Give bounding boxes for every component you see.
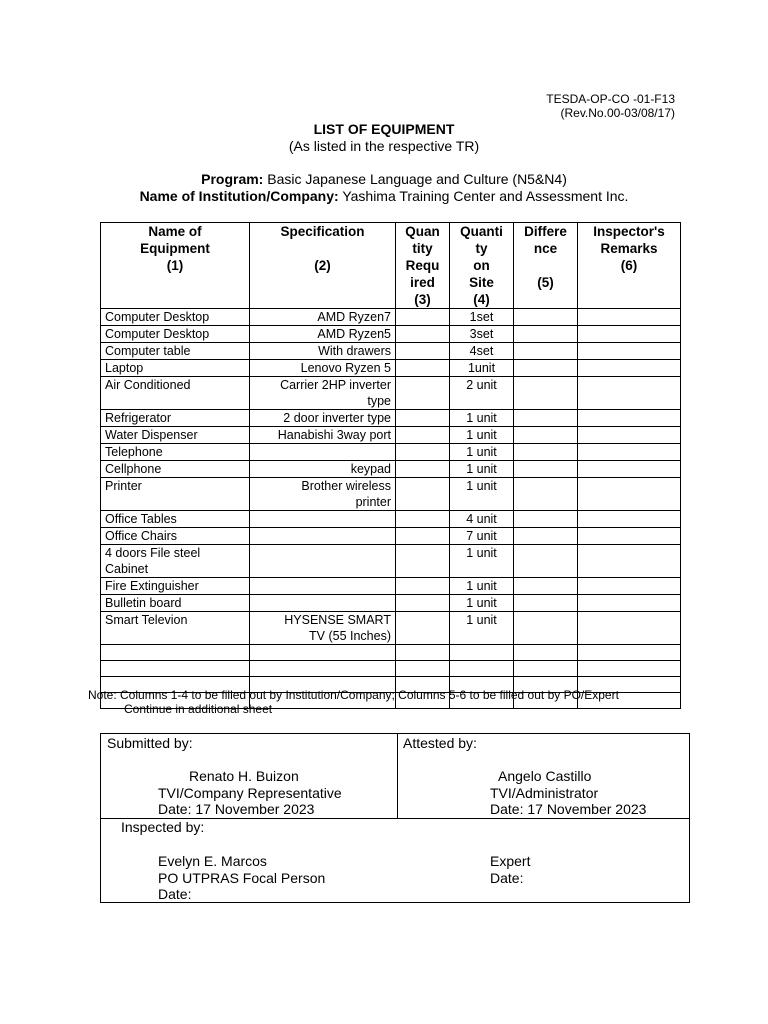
cell-line: Air Conditioned bbox=[105, 378, 191, 392]
cell-quantity-on-site: 1 unit bbox=[450, 461, 514, 478]
cell-line: Fire Extinguisher bbox=[105, 579, 199, 593]
cell-line: 4 doors File steel bbox=[105, 546, 201, 560]
revision-number: (Rev.No.00-03/08/17) bbox=[560, 106, 675, 120]
cell-line: HYSENSE SMART bbox=[284, 613, 391, 627]
cell-line: Hanabishi 3way port bbox=[277, 428, 391, 442]
submitted-role: TVI/Company Representative bbox=[158, 785, 342, 801]
cell-line: AMD Ryzen5 bbox=[317, 327, 391, 341]
cell-equipment-name bbox=[101, 377, 250, 410]
cell-line: Telephone bbox=[105, 445, 163, 459]
table-row bbox=[101, 377, 681, 410]
cell-difference bbox=[514, 410, 578, 427]
column-header-line: (2) bbox=[314, 258, 331, 273]
cell-line: Office Tables bbox=[105, 512, 177, 526]
column-header-line: on bbox=[473, 258, 490, 273]
column-header-line: ty bbox=[475, 241, 488, 256]
cell-inspector-remarks bbox=[578, 478, 681, 511]
cell-inspector-remarks bbox=[578, 444, 681, 461]
cell-difference bbox=[514, 360, 578, 377]
cell-quantity-on-site: 3set bbox=[450, 326, 514, 343]
cell-specification bbox=[250, 612, 396, 645]
table-row bbox=[101, 360, 681, 377]
cell-quantity-required bbox=[396, 612, 450, 645]
cell-quantity-required bbox=[396, 478, 450, 511]
cell-line: Computer Desktop bbox=[105, 310, 210, 324]
cell-specification bbox=[250, 360, 396, 377]
cell-inspector-remarks bbox=[578, 645, 681, 661]
column-header-difference bbox=[514, 223, 578, 309]
cell-line: Cabinet bbox=[105, 562, 149, 576]
column-header-line: Requ bbox=[405, 258, 440, 273]
cell-quantity-on-site: 4 unit bbox=[450, 511, 514, 528]
cell-line: type bbox=[367, 394, 391, 408]
cell-inspector-remarks bbox=[578, 343, 681, 360]
cell-line: printer bbox=[355, 495, 391, 509]
cell-quantity-required bbox=[396, 545, 450, 578]
cell-quantity-on-site: 1unit bbox=[450, 360, 514, 377]
equipment-table-body bbox=[101, 309, 681, 709]
equipment-table bbox=[100, 222, 681, 709]
cell-inspector-remarks bbox=[578, 461, 681, 478]
submitted-date: Date: 17 November 2023 bbox=[158, 801, 315, 817]
column-header-line: Inspector's bbox=[593, 224, 665, 239]
cell-equipment-name bbox=[101, 661, 250, 677]
column-header-line: (5) bbox=[537, 275, 554, 290]
cell-line: Computer table bbox=[105, 344, 191, 358]
cell-quantity-required bbox=[396, 309, 450, 326]
cell-difference bbox=[514, 461, 578, 478]
program-value: Basic Japanese Language and Culture (N5&N4) bbox=[263, 171, 567, 187]
signature-divider bbox=[397, 734, 398, 819]
cell-line: Refrigerator bbox=[105, 411, 171, 425]
cell-quantity-on-site: 2 unit bbox=[450, 377, 514, 410]
cell-equipment-name bbox=[101, 427, 250, 444]
attested-name: Angelo Castillo bbox=[498, 768, 592, 784]
cell-specification bbox=[250, 661, 396, 677]
cell-line: Laptop bbox=[105, 361, 144, 375]
cell-inspector-remarks bbox=[578, 578, 681, 595]
column-header-line: Quan bbox=[405, 224, 440, 239]
cell-inspector-remarks bbox=[578, 360, 681, 377]
cell-inspector-remarks bbox=[578, 377, 681, 410]
cell-quantity-on-site: 1 unit bbox=[450, 578, 514, 595]
cell-specification bbox=[250, 578, 396, 595]
cell-equipment-name bbox=[101, 410, 250, 427]
cell-quantity-on-site: 1 unit bbox=[450, 478, 514, 511]
cell-equipment-name bbox=[101, 309, 250, 326]
table-header-row bbox=[101, 223, 681, 309]
cell-line: Lenovo Ryzen 5 bbox=[300, 361, 391, 375]
institution-label: Name of Institution/Company: bbox=[139, 188, 339, 204]
column-header-line: Site bbox=[469, 275, 494, 290]
cell-inspector-remarks bbox=[578, 326, 681, 343]
cell-specification bbox=[250, 595, 396, 612]
cell-line: AMD Ryzen7 bbox=[317, 310, 391, 324]
cell-specification bbox=[250, 478, 396, 511]
cell-difference bbox=[514, 661, 578, 677]
cell-quantity-on-site: 1 unit bbox=[450, 545, 514, 578]
table-row bbox=[101, 444, 681, 461]
table-row bbox=[101, 478, 681, 511]
cell-quantity-on-site: 1 unit bbox=[450, 595, 514, 612]
cell-quantity-on-site: 1 unit bbox=[450, 444, 514, 461]
cell-line: Computer Desktop bbox=[105, 327, 210, 341]
cell-difference bbox=[514, 444, 578, 461]
program-line bbox=[0, 171, 768, 187]
cell-quantity-on-site: 1set bbox=[450, 309, 514, 326]
cell-equipment-name bbox=[101, 461, 250, 478]
cell-specification bbox=[250, 528, 396, 545]
table-row bbox=[101, 309, 681, 326]
column-header-line: (6) bbox=[620, 258, 638, 273]
column-header-line: Quanti bbox=[460, 224, 503, 239]
cell-difference bbox=[514, 528, 578, 545]
cell-inspector-remarks bbox=[578, 410, 681, 427]
table-row bbox=[101, 410, 681, 427]
column-header-line: (3) bbox=[414, 292, 431, 307]
cell-specification bbox=[250, 427, 396, 444]
cell-quantity-required bbox=[396, 461, 450, 478]
inspected-date: Date: bbox=[158, 886, 192, 902]
cell-difference bbox=[514, 478, 578, 511]
cell-difference bbox=[514, 427, 578, 444]
inspected-by-label: Inspected by: bbox=[121, 819, 205, 835]
cell-difference bbox=[514, 595, 578, 612]
column-header-line: (4) bbox=[473, 292, 490, 307]
cell-line: Carrier 2HP inverter bbox=[280, 378, 391, 392]
cell-inspector-remarks bbox=[578, 309, 681, 326]
table-row bbox=[101, 427, 681, 444]
cell-specification bbox=[250, 377, 396, 410]
cell-quantity-required bbox=[396, 343, 450, 360]
cell-specification bbox=[250, 545, 396, 578]
continue-note: Continue in additional sheet bbox=[124, 702, 273, 716]
cell-line: TV (55 Inches) bbox=[309, 629, 391, 643]
column-header-quantity-required bbox=[396, 223, 450, 309]
cell-inspector-remarks bbox=[578, 511, 681, 528]
document-title: LIST OF EQUIPMENT bbox=[313, 121, 455, 137]
cell-specification bbox=[250, 326, 396, 343]
attested-role: TVI/Administrator bbox=[490, 785, 599, 801]
cell-equipment-name bbox=[101, 612, 250, 645]
cell-quantity-on-site: 1 unit bbox=[450, 410, 514, 427]
column-header-line: tity bbox=[412, 241, 433, 256]
column-header-line: Specification bbox=[280, 224, 365, 239]
cell-line: keypad bbox=[350, 462, 391, 476]
cell-equipment-name bbox=[101, 511, 250, 528]
cell-specification bbox=[250, 444, 396, 461]
form-code-block bbox=[546, 92, 675, 120]
table-row bbox=[101, 326, 681, 343]
cell-line: Printer bbox=[105, 479, 142, 493]
cell-inspector-remarks bbox=[578, 661, 681, 677]
inspected-name: Evelyn E. Marcos bbox=[158, 853, 267, 869]
cell-quantity-required bbox=[396, 326, 450, 343]
cell-specification bbox=[250, 461, 396, 478]
cell-line: Office Chairs bbox=[105, 529, 178, 543]
inspected-role: PO UTPRAS Focal Person bbox=[158, 870, 326, 886]
cell-equipment-name bbox=[101, 645, 250, 661]
institution-value: Yashima Training Center and Assessment Inc. bbox=[338, 188, 629, 204]
attested-date: Date: 17 November 2023 bbox=[490, 801, 647, 817]
document-subtitle: (As listed in the respective TR) bbox=[288, 138, 480, 154]
column-header-line: nce bbox=[533, 241, 558, 256]
cell-specification bbox=[250, 645, 396, 661]
cell-equipment-name bbox=[101, 478, 250, 511]
cell-line: Water Dispenser bbox=[105, 428, 198, 442]
table-row bbox=[101, 578, 681, 595]
cell-quantity-on-site: 1 unit bbox=[450, 427, 514, 444]
cell-quantity-required bbox=[396, 444, 450, 461]
column-header-line: Differe bbox=[524, 224, 567, 239]
cell-equipment-name bbox=[101, 595, 250, 612]
cell-equipment-name bbox=[101, 444, 250, 461]
cell-inspector-remarks bbox=[578, 427, 681, 444]
cell-difference bbox=[514, 343, 578, 360]
cell-quantity-required bbox=[396, 360, 450, 377]
cell-quantity-on-site: 1 unit bbox=[450, 612, 514, 645]
form-code: TESDA-OP-CO -01-F13 bbox=[546, 92, 675, 106]
note-line: Note: Columns 1-4 to be filled out by Institution/Company; Columns 5-6 to be filled out by PO/Expert bbox=[88, 688, 619, 702]
cell-difference bbox=[514, 511, 578, 528]
cell-specification bbox=[250, 410, 396, 427]
cell-inspector-remarks bbox=[578, 528, 681, 545]
expert-label: Expert bbox=[490, 853, 531, 869]
cell-line: With drawers bbox=[318, 344, 391, 358]
cell-quantity-required bbox=[396, 410, 450, 427]
column-header-line bbox=[516, 257, 575, 274]
cell-quantity-required bbox=[396, 511, 450, 528]
cell-equipment-name bbox=[101, 360, 250, 377]
cell-specification bbox=[250, 343, 396, 360]
table-row bbox=[101, 528, 681, 545]
cell-inspector-remarks bbox=[578, 612, 681, 645]
submitted-name: Renato H. Buizon bbox=[189, 768, 299, 784]
column-header-line: Equipment bbox=[140, 241, 210, 256]
table-row bbox=[101, 461, 681, 478]
cell-quantity-on-site bbox=[450, 661, 514, 677]
attested-by-label: Attested by: bbox=[403, 735, 477, 751]
cell-inspector-remarks bbox=[578, 595, 681, 612]
table-row bbox=[101, 612, 681, 645]
cell-equipment-name bbox=[101, 343, 250, 360]
table-row bbox=[101, 661, 681, 677]
cell-difference bbox=[514, 326, 578, 343]
column-header-specification bbox=[250, 223, 396, 309]
cell-quantity-required bbox=[396, 595, 450, 612]
cell-quantity-on-site: 4set bbox=[450, 343, 514, 360]
column-header-line: ired bbox=[410, 275, 435, 290]
program-label: Program: bbox=[201, 171, 264, 187]
cell-line: 2 door inverter type bbox=[283, 411, 391, 425]
column-header-line: (1) bbox=[166, 258, 184, 273]
cell-difference bbox=[514, 545, 578, 578]
cell-specification bbox=[250, 511, 396, 528]
column-header-inspector-remarks bbox=[578, 223, 681, 309]
cell-line: Brother wireless bbox=[301, 479, 391, 493]
cell-quantity-required bbox=[396, 377, 450, 410]
table-row bbox=[101, 645, 681, 661]
signature-box bbox=[100, 733, 690, 903]
cell-quantity-required bbox=[396, 661, 450, 677]
cell-quantity-on-site: 7 unit bbox=[450, 528, 514, 545]
cell-equipment-name bbox=[101, 326, 250, 343]
cell-quantity-on-site bbox=[450, 645, 514, 661]
cell-quantity-required bbox=[396, 578, 450, 595]
cell-inspector-remarks bbox=[578, 545, 681, 578]
table-row bbox=[101, 595, 681, 612]
table-row bbox=[101, 343, 681, 360]
cell-difference bbox=[514, 377, 578, 410]
cell-line: Cellphone bbox=[105, 462, 162, 476]
column-header-line bbox=[252, 240, 393, 257]
expert-date: Date: bbox=[490, 870, 524, 886]
cell-quantity-required bbox=[396, 528, 450, 545]
column-header-quantity-on-site bbox=[450, 223, 514, 309]
cell-line: Smart Televion bbox=[105, 613, 188, 627]
cell-difference bbox=[514, 612, 578, 645]
table-row bbox=[101, 545, 681, 578]
cell-line: Bulletin board bbox=[105, 596, 182, 610]
cell-difference bbox=[514, 645, 578, 661]
cell-quantity-required bbox=[396, 427, 450, 444]
cell-difference bbox=[514, 309, 578, 326]
cell-equipment-name bbox=[101, 578, 250, 595]
cell-specification bbox=[250, 309, 396, 326]
cell-difference bbox=[514, 578, 578, 595]
submitted-by-label: Submitted by: bbox=[107, 735, 193, 751]
column-header-line: Remarks bbox=[600, 241, 658, 256]
institution-line bbox=[0, 188, 768, 204]
cell-equipment-name bbox=[101, 528, 250, 545]
table-row bbox=[101, 511, 681, 528]
column-header-line: Name of bbox=[148, 224, 202, 239]
cell-quantity-required bbox=[396, 645, 450, 661]
column-header-name bbox=[101, 223, 250, 309]
cell-equipment-name bbox=[101, 545, 250, 578]
